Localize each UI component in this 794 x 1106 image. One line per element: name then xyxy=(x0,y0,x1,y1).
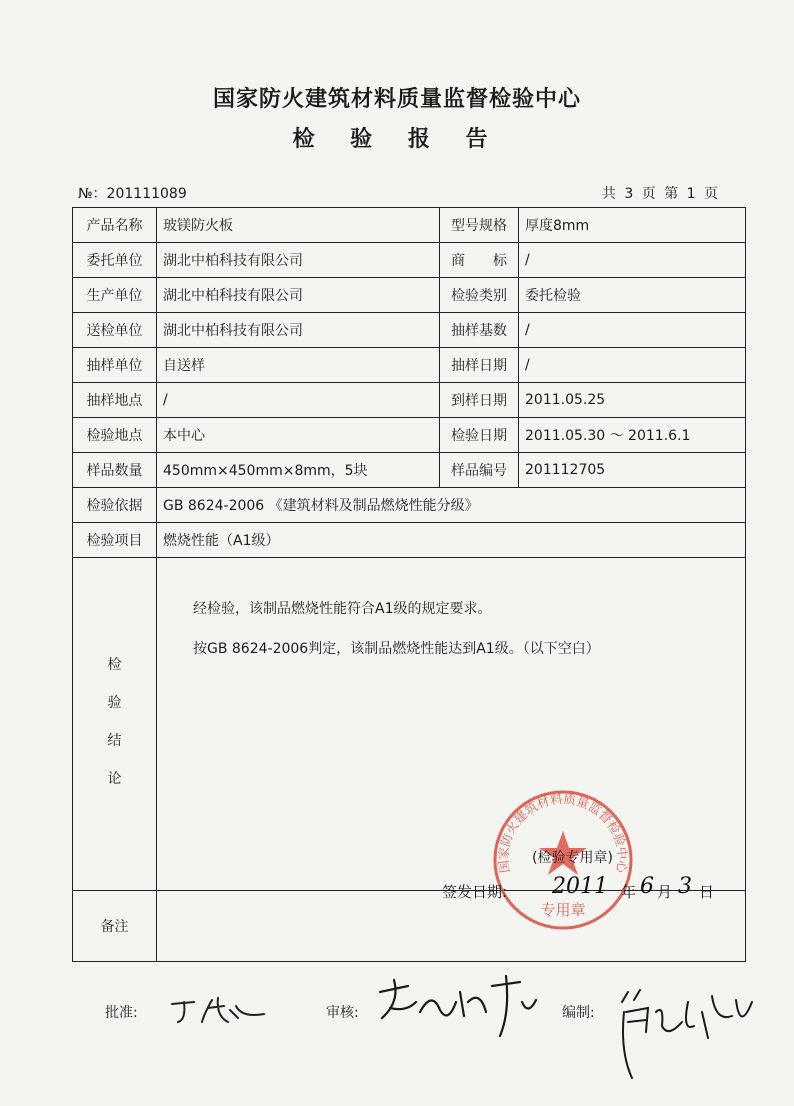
field-value: 450mm×450mm×8mm，5块 xyxy=(157,453,440,488)
note-label: 备注 xyxy=(73,891,157,962)
approve-label: 批准: xyxy=(105,1005,138,1021)
issue-date-label: 签发日期: xyxy=(442,883,508,901)
issue-date-month-char: 月 xyxy=(657,883,673,901)
seal-note: (检验专用章) xyxy=(532,850,613,866)
note-row xyxy=(73,891,746,962)
field-value: 2011.05.25 xyxy=(519,383,746,418)
field-label: 生产单位 xyxy=(73,278,157,313)
field-label: 样品数量 xyxy=(73,453,157,488)
info-row xyxy=(73,243,746,278)
compile-label: 编制: xyxy=(562,1005,595,1021)
info-row xyxy=(73,313,746,348)
basis-value: GB 8624-2006 《建筑材料及制品燃烧性能分级》 xyxy=(157,488,746,523)
compiler-signature xyxy=(612,982,762,1082)
field-value: / xyxy=(519,243,746,278)
report-table xyxy=(72,207,746,962)
field-label: 商 标 xyxy=(440,243,519,278)
field-value: 厚度8mm xyxy=(519,208,746,243)
conclusion-label-char: 结 xyxy=(107,733,122,749)
field-label: 样品编号 xyxy=(440,453,519,488)
field-value: 玻镁防火板 xyxy=(157,208,440,243)
field-label: 抽样基数 xyxy=(440,313,519,348)
issue-date-day: 3 xyxy=(678,874,692,899)
info-row xyxy=(73,453,746,488)
field-value: 自送样 xyxy=(157,348,440,383)
item-row xyxy=(73,523,746,558)
conclusion-row xyxy=(73,558,746,891)
field-label: 检验类别 xyxy=(440,278,519,313)
field-label: 检验地点 xyxy=(73,418,157,453)
info-row xyxy=(73,208,746,243)
reviewer-signature xyxy=(360,972,550,1042)
report-title: 检 验 报 告 xyxy=(292,127,502,152)
field-value: 湖北中柏科技有限公司 xyxy=(157,243,440,278)
info-row xyxy=(73,278,746,313)
basis-row xyxy=(73,488,746,523)
issue-date-year-char: 年 xyxy=(621,883,637,901)
field-value: / xyxy=(157,383,440,418)
field-label: 检验日期 xyxy=(440,418,519,453)
conclusion-label-char: 验 xyxy=(107,695,122,711)
conclusion-body xyxy=(157,558,746,891)
field-label: 型号规格 xyxy=(440,208,519,243)
issue-date-year: 2011 xyxy=(552,874,608,899)
info-row xyxy=(73,348,746,383)
field-value: 湖北中柏科技有限公司 xyxy=(157,313,440,348)
field-value: 本中心 xyxy=(157,418,440,453)
field-value: / xyxy=(519,348,746,383)
field-label: 抽样日期 xyxy=(440,348,519,383)
field-value: 201112705 xyxy=(519,453,746,488)
seal-bottom-text: 专用章 xyxy=(540,901,586,919)
field-value: / xyxy=(519,313,746,348)
field-label: 到样日期 xyxy=(440,383,519,418)
approver-signature xyxy=(168,992,278,1032)
field-label: 送检单位 xyxy=(73,313,157,348)
conclusion-line-2: 按GB 8624-2006判定，该制品燃烧性能达到A1级。（以下空白） xyxy=(193,641,600,657)
item-value: 燃烧性能（A1级） xyxy=(157,523,746,558)
conclusion-line-1: 经检验，该制品燃烧性能符合A1级的规定要求。 xyxy=(193,601,492,617)
field-label: 产品名称 xyxy=(73,208,157,243)
field-value: 湖北中柏科技有限公司 xyxy=(157,278,440,313)
field-value: 2011.05.30 ～ 2011.6.1 xyxy=(519,418,746,453)
issue-date-month: 6 xyxy=(640,874,654,899)
field-label: 委托单位 xyxy=(73,243,157,278)
basis-label: 检验依据 xyxy=(73,488,157,523)
report-number: №：201111089 xyxy=(78,186,187,202)
info-row xyxy=(73,418,746,453)
field-label: 抽样单位 xyxy=(73,348,157,383)
conclusion-label-char: 检 xyxy=(107,657,122,673)
issue-date-day-char: 日 xyxy=(699,883,715,901)
conclusion-label-char: 论 xyxy=(107,771,122,787)
conclusion-label xyxy=(73,558,157,891)
seal-ring-text: 国家防火建筑材料质量监督检验中心 xyxy=(495,791,631,874)
info-row xyxy=(73,383,746,418)
review-label: 审核: xyxy=(326,1005,359,1021)
field-label: 抽样地点 xyxy=(73,383,157,418)
item-label: 检验项目 xyxy=(73,523,157,558)
organization-title: 国家防火建筑材料质量监督检验中心 xyxy=(212,87,581,112)
field-value: 委托检验 xyxy=(519,278,746,313)
page-count: 共 3 页 第 1 页 xyxy=(601,186,720,202)
